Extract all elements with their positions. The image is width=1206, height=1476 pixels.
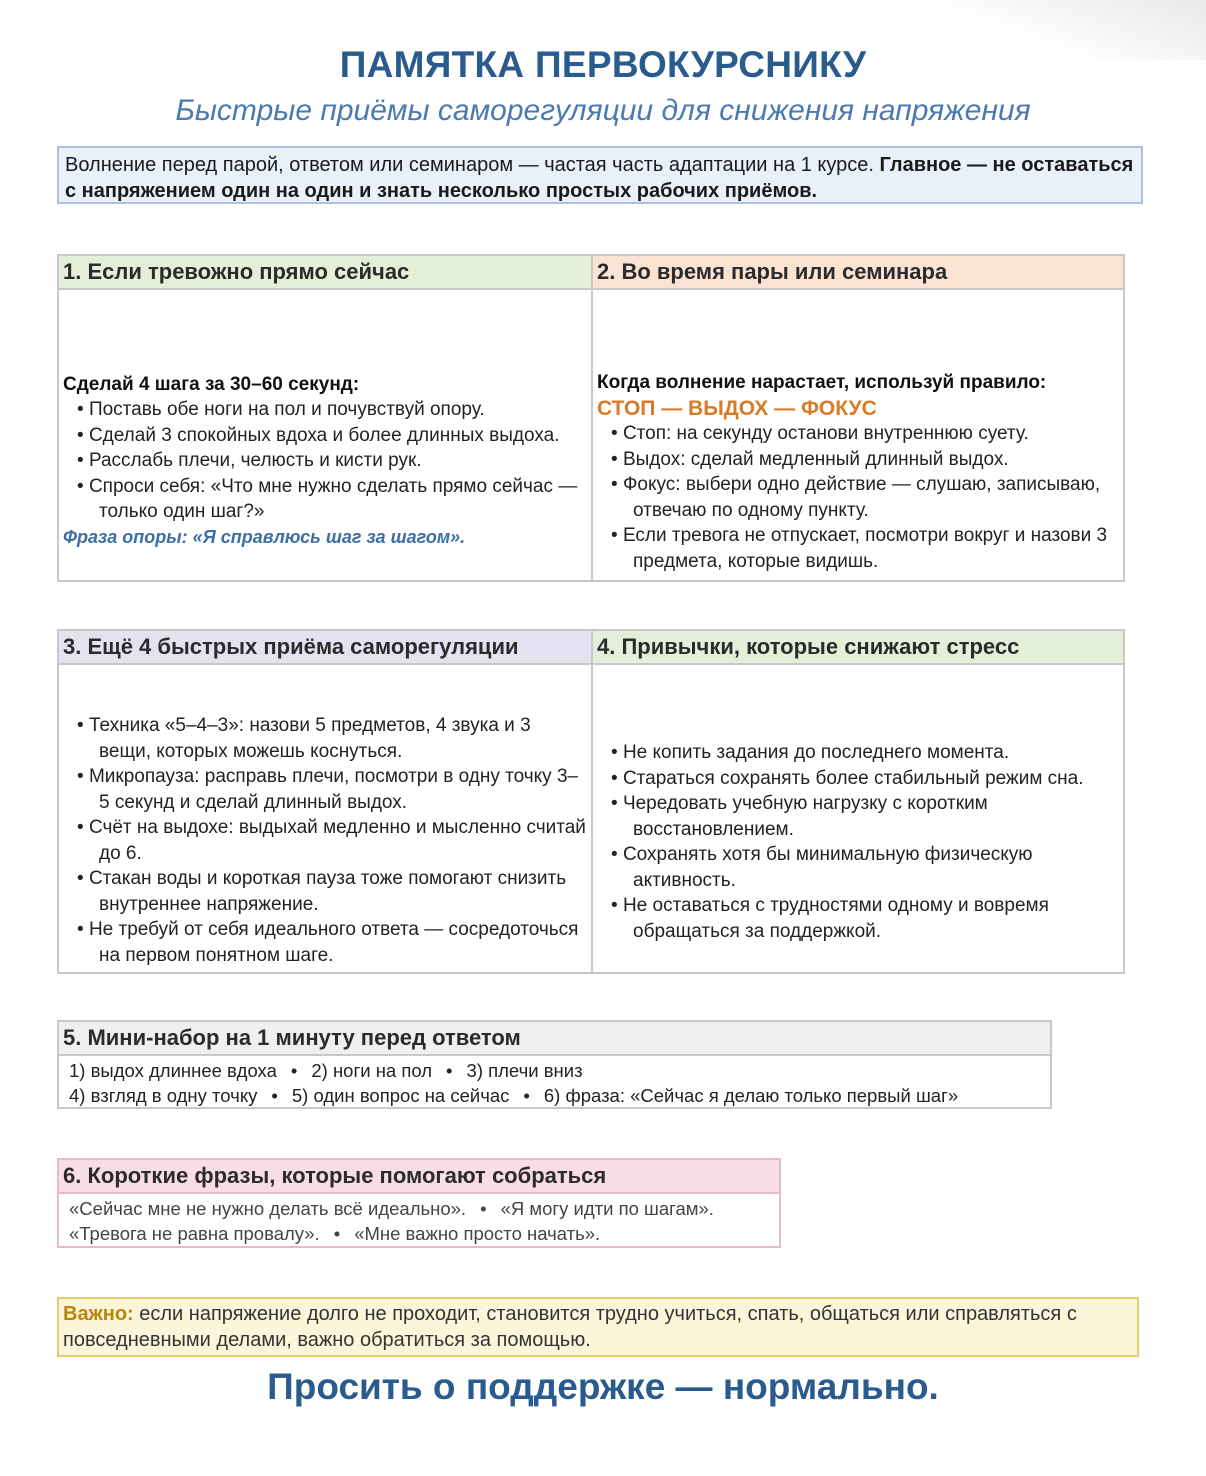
mini-step: 1) выдох длиннее вдоха [69,1060,277,1081]
mini-step: 6) фраза: «Сейчас я делаю только первый шаг» [543,1085,959,1106]
section-6-row [69,1196,769,1221]
bullet-separator: • [290,1060,298,1081]
support-phrase: «Сейчас мне не нужно делать всё идеально». [69,1198,467,1219]
support-phrase: «Я могу идти по шагам». [500,1198,714,1219]
grid-sections-1-2 [57,254,1125,582]
mini-step: 4) взгляд в одну точку [69,1085,258,1106]
section-3 [59,631,591,972]
section-1-title: 1. Если тревожно прямо сейчас [59,256,591,290]
section-2-rule: СТОП — ВЫДОХ — ФОКУС [597,396,877,420]
section-2 [591,256,1123,580]
section-4-item: • Чередовать учебную нагрузку с коротким восстановлением. [597,791,1119,842]
section-3-item: • Не требуй от себя идеального ответа — сосредоточься на первом понятном шаге. [63,917,587,968]
section-2-item: • Если тревога не отпускает, посмотри вокруг и назови 3 предмета, которые видишь. [597,523,1119,574]
section-1-item: • Расслабь плечи, челюсть и кисти рук. [63,448,587,474]
section-4-item: • Сохранять хотя бы минимальную физическую активность. [597,842,1119,893]
important-note [57,1297,1139,1357]
important-label: Важно: [63,1303,134,1325]
section-4-title: 4. Привычки, которые снижают стресс [593,631,1123,665]
intro-box [57,146,1143,204]
bullet-separator: • [446,1060,453,1081]
section-1-body [59,290,591,580]
section-2-title: 2. Во время пары или семинара [593,256,1123,290]
section-4-item: • Не оставаться с трудностями одному и вовремя обращаться за поддержкой. [597,893,1119,944]
section-6-body [59,1194,779,1248]
section-3-item: • Стакан воды и короткая пауза тоже помогают снизить внутреннее напряжение. [63,866,587,917]
section-6 [57,1158,781,1248]
section-1-item: • Спроси себя: «Что мне нужно сделать прямо сейчас — только один шаг?» [63,474,587,525]
section-2-item: • Фокус: выбери одно действие — слушаю, записываю, отвечаю по одному пункту. [597,472,1119,523]
grid-sections-3-4 [57,629,1125,974]
support-phrase: «Мне важно просто начать». [354,1223,601,1244]
bullet-separator: • [480,1198,487,1219]
section-1 [59,256,591,580]
section-1-item: • Поставь обе ноги на пол и почувствуй опору. [63,397,587,423]
section-1-phrase: Фраза опоры: «Я справлюсь шаг за шагом». [63,526,466,547]
section-3-item: • Техника «5–4–3»: назови 5 предметов, 4 звука и 3 вещи, которых можешь коснуться. [63,713,587,764]
important-text: если напряжение долго не проходит, становится трудно учиться, спать, общаться или справляться с повседневными делами, важно обратиться за помощью. [63,1303,1077,1351]
section-4 [591,631,1123,972]
section-5 [57,1020,1052,1109]
section-3-body [59,665,591,972]
section-4-item: • Не копить задания до последнего момента. [597,740,1119,766]
section-4-item: • Стараться сохранять более стабильный режим сна. [597,766,1119,792]
intro-bold-text: Главное — не оставаться с напряжением один на один и знать несколько простых рабочих приёмов. [65,154,1134,202]
section-5-body [59,1056,1050,1110]
section-3-item: • Счёт на выдохе: выдыхай медленно и мысленно считай до 6. [63,815,587,866]
section-1-lead: Сделай 4 шага за 30–60 секунд: [63,373,360,395]
section-2-item: • Стоп: на секунду останови внутреннюю суету. [597,421,1119,447]
mini-step: 5) один вопрос на сейчас [291,1085,510,1106]
section-1-item: • Сделай 3 спокойных вдоха и более длинных выдоха. [63,423,587,449]
mini-step: 2) ноги на пол [311,1060,433,1081]
section-5-row [69,1058,1040,1083]
page-subtitle: Быстрые приёмы саморегуляции для снижения напряжения [175,94,1031,127]
section-3-item: • Микропауза: расправь плечи, посмотри в одну точку 3–5 секунд и сделай длинный выдох. [63,764,587,815]
section-3-title: 3. Ещё 4 быстрых приёма саморегуляции [59,631,591,665]
section-5-title: 5. Мини-набор на 1 минуту перед ответом [59,1022,1050,1056]
closing-statement: Просить о поддержке — нормально. [267,1366,939,1407]
intro-text: Волнение перед парой, ответом или семинаром — частая часть адаптации на 1 курсе. [65,154,880,176]
mini-step: 3) плечи вниз [466,1060,583,1081]
section-2-body [593,290,1123,580]
section-6-row [69,1221,769,1246]
bullet-separator: • [271,1085,278,1106]
page-title: ПАМЯТКА ПЕРВОКУРСНИКУ [339,44,867,85]
section-5-row [69,1083,1040,1108]
support-phrase: «Тревога не равна провалу». [69,1223,320,1244]
bullet-separator: • [523,1085,530,1106]
section-4-body [593,665,1123,972]
section-2-lead: Когда волнение нарастает, используй правило: [597,372,1047,393]
section-2-item: • Выдох: сделай медленный длинный выдох. [597,447,1119,473]
bullet-separator: • [333,1223,341,1244]
section-6-title: 6. Короткие фразы, которые помогают собраться [59,1160,779,1194]
